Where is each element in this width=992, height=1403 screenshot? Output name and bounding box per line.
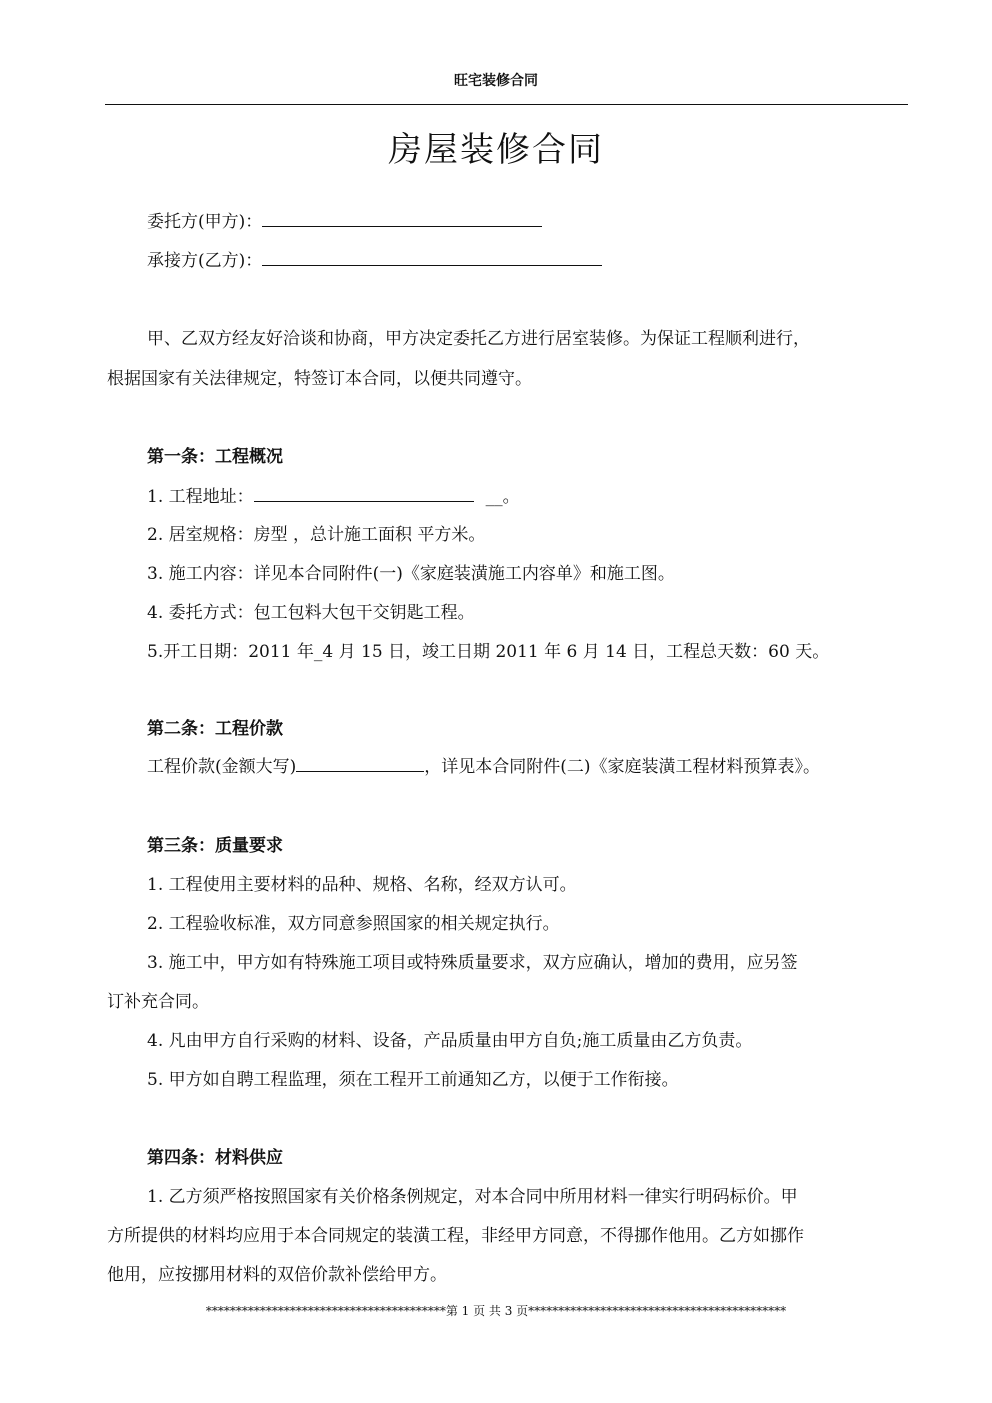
- party-b-label: 承接方(乙方)：: [147, 251, 263, 271]
- address-blank: [254, 487, 474, 502]
- address-label: 1. 工程地址：: [147, 487, 254, 507]
- article-1-item-4: 4. 委托方式：包工包料大包干交钥匙工程。: [147, 603, 475, 623]
- party-b-blank: [262, 251, 602, 266]
- document-title: 房屋装修合同: [388, 130, 604, 170]
- header-divider: [105, 104, 908, 105]
- article-3-item-3-line-2: 订补充合同。: [107, 992, 209, 1012]
- price-blank: [296, 757, 424, 772]
- price-suffix: ，详见本合同附件(二)《家庭装潢工程材料预算表》。: [424, 757, 821, 777]
- party-a-label: 委托方(甲方)：: [147, 212, 263, 232]
- party-b-line: [147, 246, 602, 271]
- article-1-item-2: 2. 居室规格：房型 ，总计施工面积 平方米。: [147, 525, 486, 545]
- running-header: 旺宅装修合同: [454, 73, 538, 89]
- article-3-heading: 第三条：质量要求: [147, 836, 283, 856]
- intro-line-1: 甲、乙双方经友好洽谈和协商，甲方决定委托乙方进行居室装修。为保证工程顺利进行，: [147, 329, 810, 349]
- article-3-item-3-line-1: 3. 施工中，甲方如有特殊施工项目或特殊质量要求，双方应确认，增加的费用，应另签: [147, 953, 798, 973]
- article-2-heading: 第二条：工程价款: [147, 719, 283, 739]
- article-4-item-1-line-1: 1. 乙方须严格按照国家有关价格条例规定，对本合同中所用材料一律实行明码标价。甲: [147, 1187, 798, 1207]
- article-3-item-2: 2. 工程验收标准，双方同意参照国家的相关规定执行。: [147, 914, 560, 934]
- price-label: 工程价款(金额大写): [147, 757, 297, 777]
- article-4-item-1-line-3: 他用，应按挪用材料的双倍价款补偿给甲方。: [107, 1265, 447, 1285]
- article-1-item-5: 5.开工日期：2011 年_4 月 15 日，竣工日期 2011 年 6 月 14 日，工程总天数：60 天。: [147, 642, 830, 662]
- page-footer: ****************************************第 1 页 共 3 页*******************************************: [205, 1304, 787, 1318]
- article-1-item-3: 3. 施工内容：详见本合同附件(一)《家庭装潢施工内容单》和施工图。: [147, 564, 675, 584]
- address-suffix: __。: [485, 487, 520, 507]
- article-2-price-line: [147, 752, 820, 777]
- article-1-heading: 第一条：工程概况: [147, 447, 283, 467]
- article-4-item-1-line-2: 方所提供的材料均应用于本合同规定的装潢工程，非经甲方同意，不得挪作他用。乙方如挪作: [107, 1226, 804, 1246]
- article-4-heading: 第四条：材料供应: [147, 1148, 283, 1168]
- article-3-item-4: 4. 凡由甲方自行采购的材料、设备，产品质量由甲方自负;施工质量由乙方负责。: [147, 1031, 753, 1051]
- article-1-item-1: [147, 482, 520, 507]
- party-a-blank: [262, 212, 542, 227]
- article-3-item-1: 1. 工程使用主要材料的品种、规格、名称，经双方认可。: [147, 875, 577, 895]
- party-a-line: [147, 207, 542, 232]
- intro-line-2: 根据国家有关法律规定，特签订本合同，以便共同遵守。: [107, 369, 532, 389]
- article-3-item-5: 5. 甲方如自聘工程监理，须在工程开工前通知乙方，以便于工作衔接。: [147, 1070, 679, 1090]
